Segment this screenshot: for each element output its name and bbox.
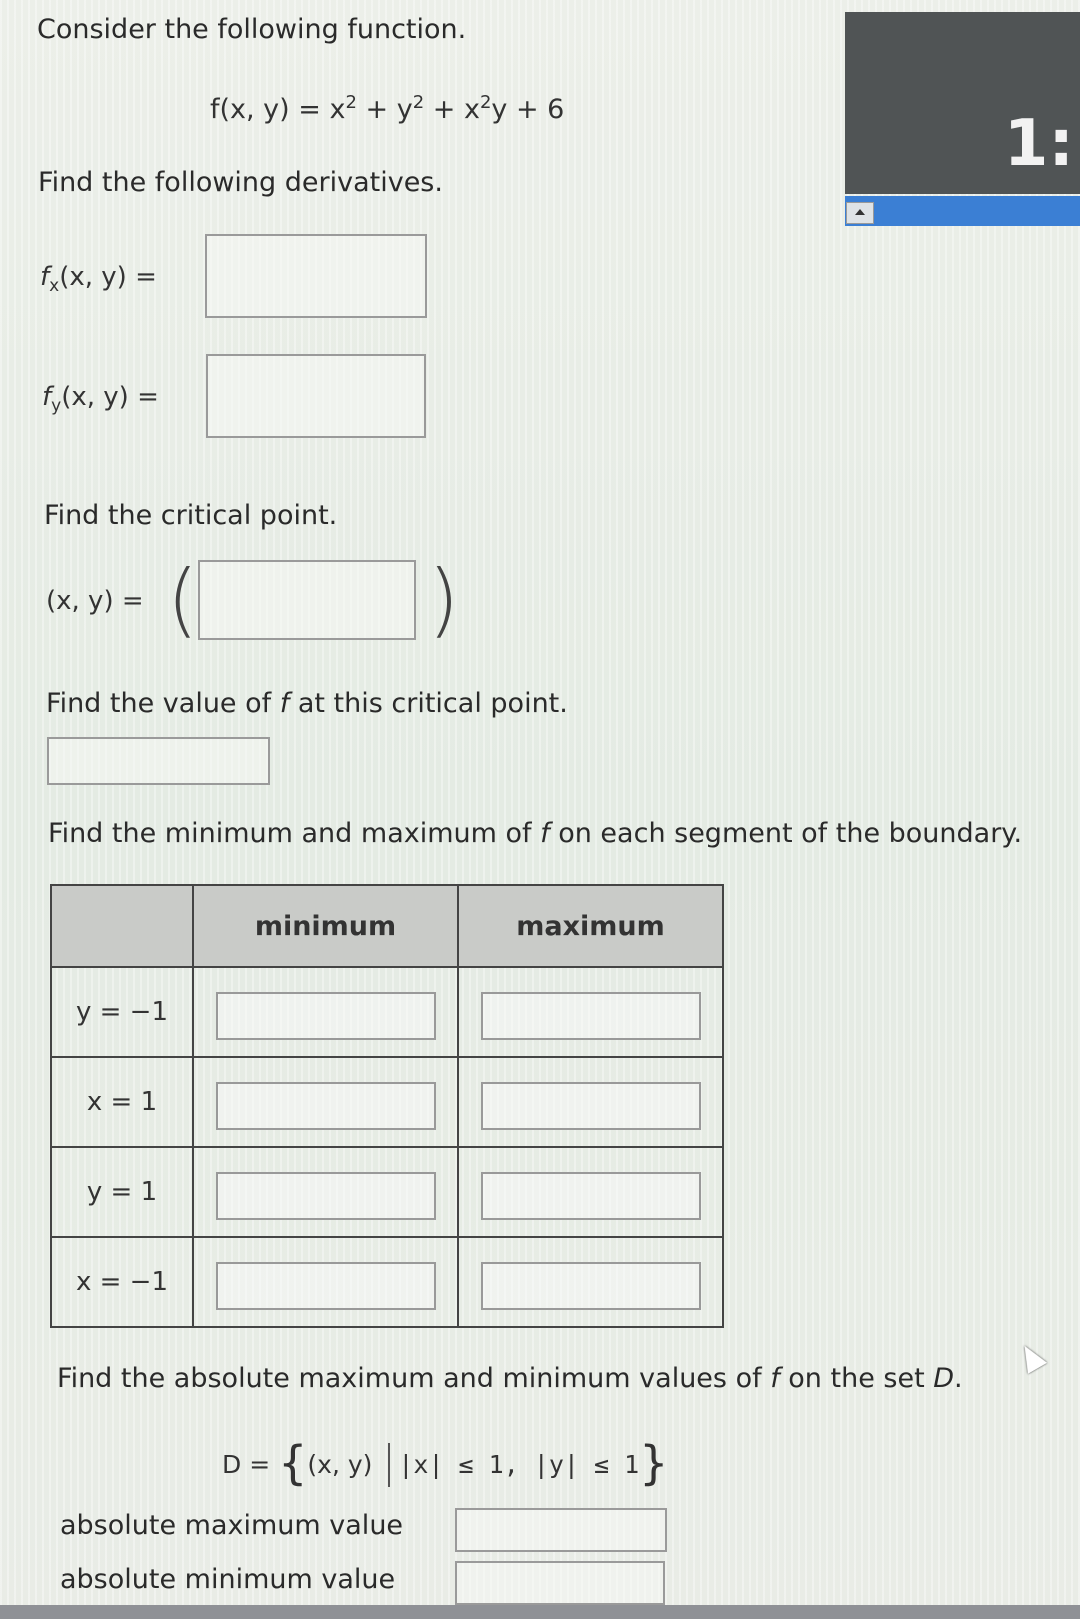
fx-f: f [40, 262, 50, 292]
value-heading-post: at this critical point. [289, 688, 568, 719]
close-paren: ) [428, 553, 460, 646]
maximum-input[interactable] [481, 992, 701, 1040]
timer-bar [845, 196, 1080, 226]
column-header-blank [51, 885, 193, 967]
function-term: + y [356, 94, 413, 125]
table-row [51, 1237, 723, 1327]
abs-min-input[interactable] [455, 1561, 665, 1605]
abs-min-label: absolute minimum value [60, 1564, 396, 1595]
timer-panel [845, 12, 1080, 194]
maximum-input[interactable] [481, 1172, 701, 1220]
set-close-brace: } [639, 1436, 669, 1490]
set-definition [222, 1436, 668, 1490]
value-heading-f: f [279, 688, 290, 719]
collapse-timer-button[interactable] [846, 202, 874, 224]
boundary-heading-post: on each segment of the boundary. [549, 818, 1023, 849]
chevron-up-icon [855, 209, 865, 215]
row-label: x = −1 [51, 1237, 193, 1327]
absolute-heading-end: . [954, 1363, 963, 1394]
minimum-input[interactable] [216, 992, 436, 1040]
fx-answer-input[interactable] [205, 234, 427, 318]
function-term: y + 6 [491, 94, 565, 125]
absolute-heading [57, 1363, 963, 1394]
absolute-heading-pre: Find the absolute maximum and minimum values of [57, 1363, 771, 1394]
minimum-input[interactable] [216, 1262, 436, 1310]
maximum-cell [458, 967, 723, 1057]
column-header-minimum: minimum [193, 885, 458, 967]
table-row [51, 1057, 723, 1147]
set-lhs: D = [222, 1450, 271, 1479]
minimum-cell [193, 1147, 458, 1237]
table-row [51, 967, 723, 1057]
fy-args: (x, y) = [61, 382, 159, 412]
bottom-strip [0, 1605, 1080, 1619]
exponent: 2 [345, 92, 357, 113]
fx-subscript: x [49, 276, 60, 297]
boundary-table [50, 884, 724, 1328]
table-header-row [51, 885, 723, 967]
function-term: + x [424, 94, 480, 125]
minimum-cell [193, 967, 458, 1057]
boundary-heading [48, 818, 1022, 849]
fx-label [40, 262, 157, 296]
value-heading [46, 688, 568, 719]
set-point: (x, y) [307, 1450, 373, 1479]
boundary-heading-f: f [540, 818, 550, 849]
row-label: x = 1 [51, 1057, 193, 1147]
fy-answer-input[interactable] [206, 354, 426, 438]
critical-heading: Find the critical point. [44, 500, 338, 531]
exponent: 2 [412, 92, 425, 113]
row-label: y = −1 [51, 967, 193, 1057]
minimum-input[interactable] [216, 1082, 436, 1130]
row-label: y = 1 [51, 1147, 193, 1237]
fx-args: (x, y) = [59, 262, 157, 292]
critical-label: (x, y) = [46, 586, 144, 616]
fy-subscript: y [51, 396, 62, 417]
set-separator [388, 1443, 390, 1487]
abs-max-label: absolute maximum value [60, 1510, 404, 1541]
maximum-cell [458, 1147, 723, 1237]
maximum-cell [458, 1057, 723, 1147]
minimum-cell [193, 1237, 458, 1327]
function-definition [210, 92, 564, 125]
fy-f: f [42, 382, 52, 412]
value-heading-pre: Find the value of [46, 688, 280, 719]
minimum-input[interactable] [216, 1172, 436, 1220]
absolute-heading-f: f [770, 1363, 780, 1394]
column-header-maximum: maximum [458, 885, 723, 967]
minimum-cell [193, 1057, 458, 1147]
exponent: 2 [479, 92, 492, 113]
fy-label [42, 382, 159, 416]
timer-value: 1: [1003, 107, 1074, 181]
set-condition: |x| ≤ 1, |y| ≤ 1 [398, 1450, 640, 1479]
mouse-cursor-icon [1015, 1340, 1047, 1374]
abs-max-input[interactable] [455, 1508, 667, 1552]
critical-point-input[interactable] [198, 560, 416, 640]
critical-value-input[interactable] [47, 737, 270, 785]
derivatives-heading: Find the following derivatives. [38, 167, 443, 198]
open-paren: ( [167, 553, 199, 646]
intro-text: Consider the following function. [37, 14, 467, 45]
maximum-cell [458, 1237, 723, 1327]
maximum-input[interactable] [481, 1082, 701, 1130]
table-row [51, 1147, 723, 1237]
absolute-heading-mid: on the set [779, 1363, 934, 1394]
maximum-input[interactable] [481, 1262, 701, 1310]
absolute-heading-d: D [933, 1363, 955, 1394]
set-open-brace: { [278, 1436, 308, 1490]
function-lhs: f(x, y) = x [210, 94, 346, 125]
boundary-heading-pre: Find the minimum and maximum of [48, 818, 541, 849]
